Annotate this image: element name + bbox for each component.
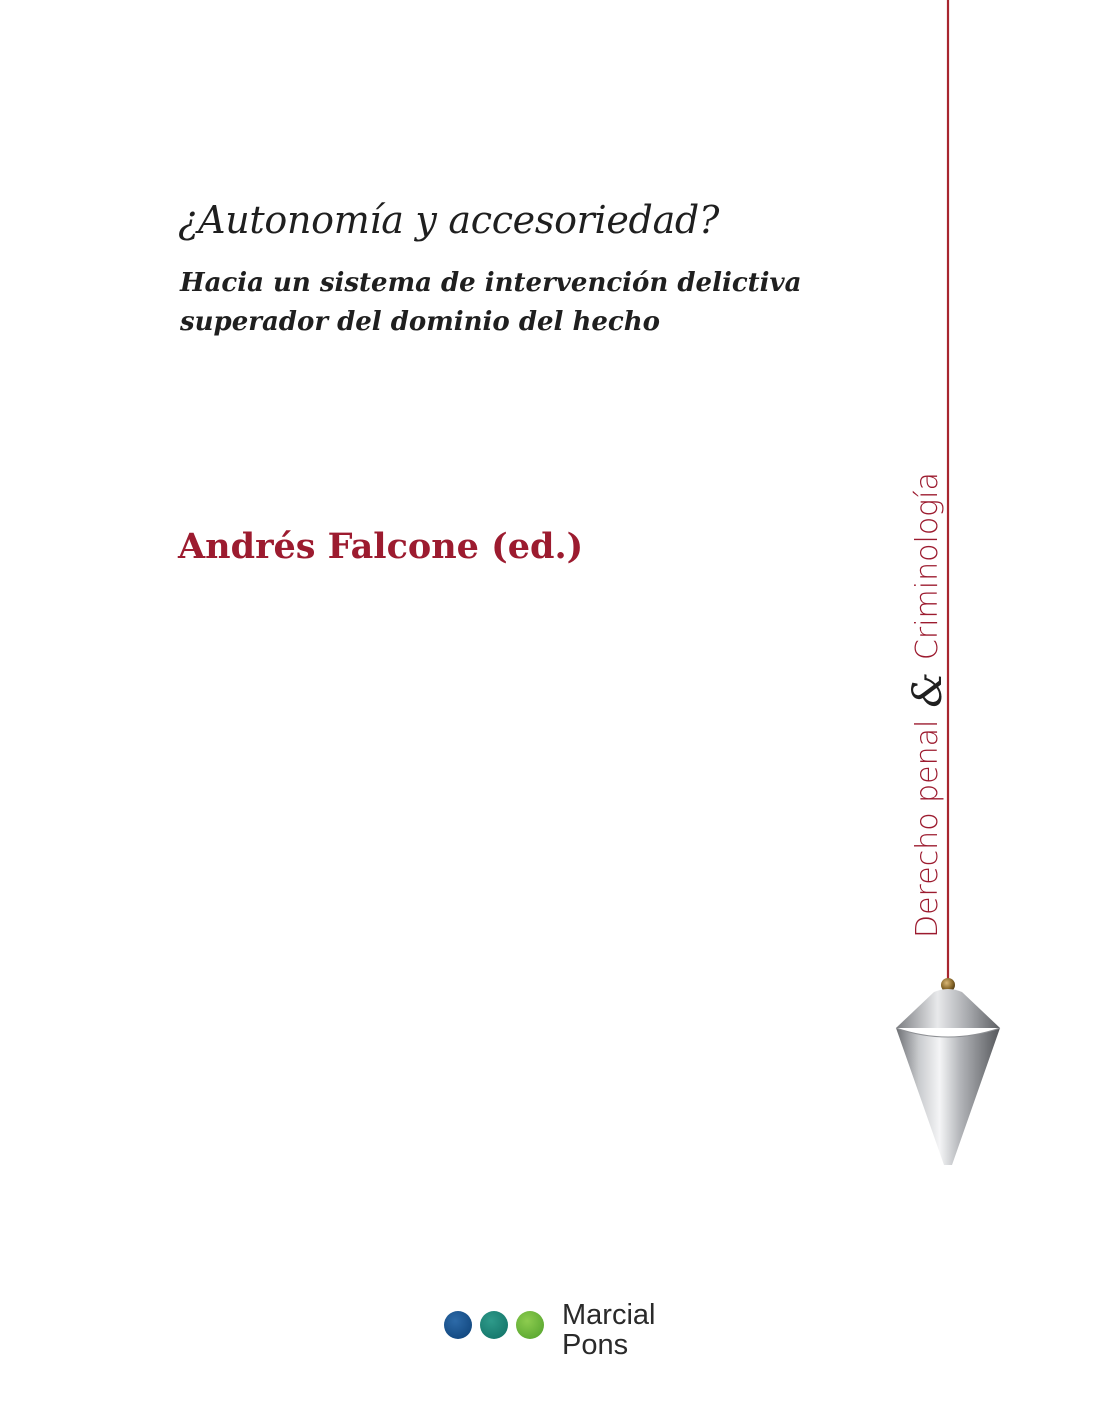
book-author: Andrés Falcone (ed.) — [178, 526, 584, 567]
publisher-name-line-1: Marcial — [562, 1299, 656, 1331]
subtitle-line-1: Hacia un sistema de intervención delictiva — [180, 268, 802, 298]
pendulum-cap — [896, 989, 1000, 1028]
series-part-2: Criminología — [910, 472, 945, 661]
book-subtitle — [180, 264, 820, 342]
book-title: ¿Autonomía y accesoriedad? — [178, 198, 720, 242]
pendulum-cone — [896, 1028, 1000, 1165]
logo-dot-blue — [444, 1311, 472, 1339]
subtitle-line-2: superador del dominio del hecho — [180, 307, 660, 337]
publisher-name — [562, 1300, 655, 1360]
series-ampersand: & — [905, 672, 951, 708]
logo-dot-teal — [480, 1311, 508, 1339]
series-part-1: Derecho penal — [910, 719, 945, 938]
three-dots-logo-icon — [444, 1311, 544, 1341]
plumb-bob-icon — [880, 0, 1020, 1180]
publisher-name-line-2: Pons — [562, 1329, 629, 1361]
logo-dot-green — [516, 1311, 544, 1339]
publisher-logo — [444, 1300, 684, 1370]
